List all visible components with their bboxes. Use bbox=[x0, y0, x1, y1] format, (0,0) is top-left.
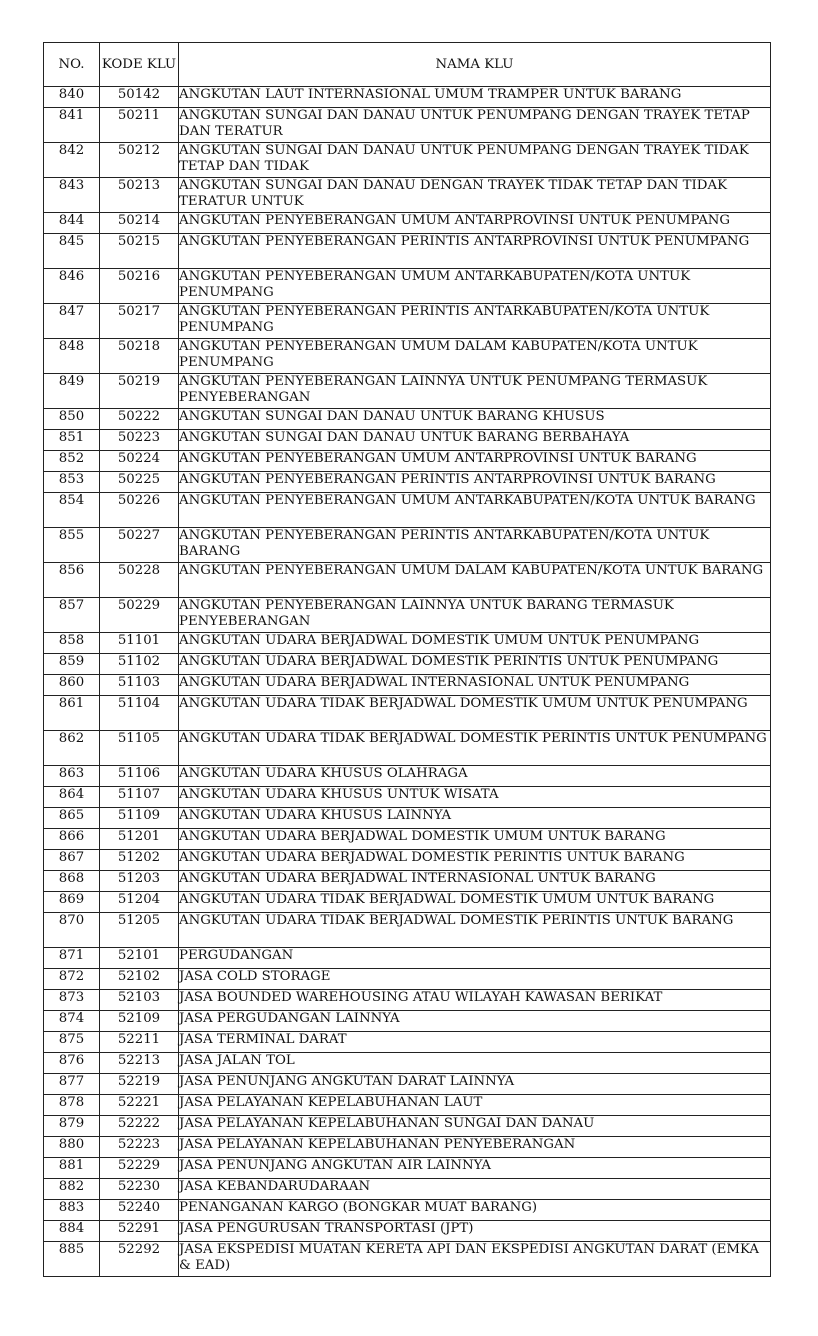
cell-nama: ANGKUTAN PENYEBERANGAN UMUM ANTARPROVINSI UNTUK PENUMPANG bbox=[179, 213, 771, 234]
cell-kode: 52219 bbox=[100, 1074, 179, 1095]
cell-nama: JASA PELAYANAN KEPELABUHANAN LAUT bbox=[179, 1095, 771, 1116]
cell-no: 874 bbox=[44, 1011, 100, 1032]
table-row bbox=[44, 213, 771, 234]
cell-nama: PERGUDANGAN bbox=[179, 948, 771, 969]
cell-nama: ANGKUTAN UDARA BERJADWAL INTERNASIONAL UNTUK PENUMPANG bbox=[179, 675, 771, 696]
table-row bbox=[44, 472, 771, 493]
cell-kode: 50228 bbox=[100, 563, 179, 598]
cell-nama: ANGKUTAN SUNGAI DAN DANAU UNTUK BARANG BERBAHAYA bbox=[179, 430, 771, 451]
table-row bbox=[44, 633, 771, 654]
cell-nama: PENANGANAN KARGO (BONGKAR MUAT BARANG) bbox=[179, 1200, 771, 1221]
cell-kode: 51101 bbox=[100, 633, 179, 654]
cell-no: 873 bbox=[44, 990, 100, 1011]
cell-no: 846 bbox=[44, 269, 100, 304]
cell-kode: 52240 bbox=[100, 1200, 179, 1221]
cell-no: 865 bbox=[44, 808, 100, 829]
cell-kode: 52213 bbox=[100, 1053, 179, 1074]
cell-nama: ANGKUTAN PENYEBERANGAN LAINNYA UNTUK BARANG TERMASUK PENYEBERANGAN bbox=[179, 598, 771, 633]
table-row bbox=[44, 1053, 771, 1074]
cell-kode: 50212 bbox=[100, 143, 179, 178]
cell-nama: ANGKUTAN SUNGAI DAN DANAU UNTUK BARANG KHUSUS bbox=[179, 409, 771, 430]
table-row bbox=[44, 1095, 771, 1116]
cell-kode: 52101 bbox=[100, 948, 179, 969]
cell-kode: 51106 bbox=[100, 766, 179, 787]
table-row bbox=[44, 1116, 771, 1137]
cell-no: 879 bbox=[44, 1116, 100, 1137]
cell-no: 870 bbox=[44, 913, 100, 948]
cell-no: 885 bbox=[44, 1242, 100, 1277]
cell-nama: ANGKUTAN PENYEBERANGAN UMUM DALAM KABUPATEN/KOTA UNTUK BARANG bbox=[179, 563, 771, 598]
cell-nama: ANGKUTAN PENYEBERANGAN PERINTIS ANTARPROVINSI UNTUK BARANG bbox=[179, 472, 771, 493]
cell-nama: ANGKUTAN PENYEBERANGAN PERINTIS ANTARKABUPATEN/KOTA UNTUK BARANG bbox=[179, 528, 771, 563]
table-row bbox=[44, 913, 771, 948]
cell-kode: 52211 bbox=[100, 1032, 179, 1053]
table-row bbox=[44, 696, 771, 731]
table-row bbox=[44, 409, 771, 430]
cell-nama: ANGKUTAN UDARA TIDAK BERJADWAL DOMESTIK UMUM UNTUK PENUMPANG bbox=[179, 696, 771, 731]
cell-kode: 50227 bbox=[100, 528, 179, 563]
cell-no: 884 bbox=[44, 1221, 100, 1242]
table-row bbox=[44, 108, 771, 143]
cell-kode: 50218 bbox=[100, 339, 179, 374]
table-row bbox=[44, 1137, 771, 1158]
cell-kode: 50217 bbox=[100, 304, 179, 339]
cell-kode: 50215 bbox=[100, 234, 179, 269]
table-row bbox=[44, 850, 771, 871]
cell-no: 857 bbox=[44, 598, 100, 633]
table-row bbox=[44, 969, 771, 990]
table-row bbox=[44, 269, 771, 304]
cell-nama: JASA TERMINAL DARAT bbox=[179, 1032, 771, 1053]
table-row bbox=[44, 1011, 771, 1032]
table-row bbox=[44, 1179, 771, 1200]
cell-kode: 51201 bbox=[100, 829, 179, 850]
cell-nama: ANGKUTAN SUNGAI DAN DANAU UNTUK PENUMPANG DENGAN TRAYEK TIDAK TETAP DAN TIDAK bbox=[179, 143, 771, 178]
cell-nama: JASA PENGURUSAN TRANSPORTASI (JPT) bbox=[179, 1221, 771, 1242]
cell-kode: 50211 bbox=[100, 108, 179, 143]
cell-nama: ANGKUTAN UDARA KHUSUS UNTUK WISATA bbox=[179, 787, 771, 808]
header-no: NO. bbox=[44, 43, 100, 87]
cell-no: 864 bbox=[44, 787, 100, 808]
cell-nama: ANGKUTAN UDARA TIDAK BERJADWAL DOMESTIK PERINTIS UNTUK BARANG bbox=[179, 913, 771, 948]
table-row bbox=[44, 654, 771, 675]
cell-kode: 51202 bbox=[100, 850, 179, 871]
table-row bbox=[44, 430, 771, 451]
cell-no: 875 bbox=[44, 1032, 100, 1053]
cell-nama: ANGKUTAN SUNGAI DAN DANAU UNTUK PENUMPANG DENGAN TRAYEK TETAP DAN TERATUR bbox=[179, 108, 771, 143]
cell-kode: 52222 bbox=[100, 1116, 179, 1137]
cell-kode: 52221 bbox=[100, 1095, 179, 1116]
cell-no: 859 bbox=[44, 654, 100, 675]
cell-nama: ANGKUTAN UDARA BERJADWAL DOMESTIK PERINTIS UNTUK PENUMPANG bbox=[179, 654, 771, 675]
header-kode: KODE KLU bbox=[100, 43, 179, 87]
cell-kode: 50225 bbox=[100, 472, 179, 493]
cell-kode: 51105 bbox=[100, 731, 179, 766]
table-row bbox=[44, 766, 771, 787]
cell-no: 850 bbox=[44, 409, 100, 430]
table-header bbox=[44, 43, 771, 87]
cell-nama: ANGKUTAN PENYEBERANGAN PERINTIS ANTARKABUPATEN/KOTA UNTUK PENUMPANG bbox=[179, 304, 771, 339]
cell-kode: 50219 bbox=[100, 374, 179, 409]
cell-no: 853 bbox=[44, 472, 100, 493]
cell-kode: 51102 bbox=[100, 654, 179, 675]
cell-no: 880 bbox=[44, 1137, 100, 1158]
cell-nama: JASA BOUNDED WAREHOUSING ATAU WILAYAH KAWASAN BERIKAT bbox=[179, 990, 771, 1011]
cell-no: 848 bbox=[44, 339, 100, 374]
table-row bbox=[44, 892, 771, 913]
table-row bbox=[44, 178, 771, 213]
cell-no: 851 bbox=[44, 430, 100, 451]
cell-kode: 50226 bbox=[100, 493, 179, 528]
cell-no: 883 bbox=[44, 1200, 100, 1221]
cell-no: 841 bbox=[44, 108, 100, 143]
cell-kode: 52102 bbox=[100, 969, 179, 990]
cell-no: 849 bbox=[44, 374, 100, 409]
cell-no: 861 bbox=[44, 696, 100, 731]
cell-kode: 51104 bbox=[100, 696, 179, 731]
cell-kode: 50142 bbox=[100, 87, 179, 108]
cell-no: 869 bbox=[44, 892, 100, 913]
cell-nama: JASA PELAYANAN KEPELABUHANAN PENYEBERANGAN bbox=[179, 1137, 771, 1158]
cell-kode: 51103 bbox=[100, 675, 179, 696]
cell-no: 856 bbox=[44, 563, 100, 598]
table-row bbox=[44, 1158, 771, 1179]
cell-kode: 52229 bbox=[100, 1158, 179, 1179]
cell-nama: ANGKUTAN UDARA KHUSUS LAINNYA bbox=[179, 808, 771, 829]
cell-kode: 50224 bbox=[100, 451, 179, 472]
cell-kode: 51109 bbox=[100, 808, 179, 829]
table-row bbox=[44, 339, 771, 374]
cell-kode: 50229 bbox=[100, 598, 179, 633]
cell-no: 863 bbox=[44, 766, 100, 787]
cell-nama: JASA PELAYANAN KEPELABUHANAN SUNGAI DAN DANAU bbox=[179, 1116, 771, 1137]
cell-kode: 50216 bbox=[100, 269, 179, 304]
table-row bbox=[44, 675, 771, 696]
cell-nama: ANGKUTAN PENYEBERANGAN LAINNYA UNTUK PENUMPANG TERMASUK PENYEBERANGAN bbox=[179, 374, 771, 409]
cell-nama: JASA KEBANDARUDARAAN bbox=[179, 1179, 771, 1200]
table-row bbox=[44, 451, 771, 472]
table-row bbox=[44, 87, 771, 108]
cell-kode: 51205 bbox=[100, 913, 179, 948]
table-row bbox=[44, 528, 771, 563]
cell-no: 877 bbox=[44, 1074, 100, 1095]
table-row bbox=[44, 808, 771, 829]
cell-no: 858 bbox=[44, 633, 100, 654]
cell-no: 843 bbox=[44, 178, 100, 213]
cell-no: 844 bbox=[44, 213, 100, 234]
cell-no: 882 bbox=[44, 1179, 100, 1200]
cell-nama: ANGKUTAN LAUT INTERNASIONAL UMUM TRAMPER UNTUK BARANG bbox=[179, 87, 771, 108]
cell-nama: ANGKUTAN PENYEBERANGAN UMUM ANTARKABUPATEN/KOTA UNTUK PENUMPANG bbox=[179, 269, 771, 304]
cell-no: 881 bbox=[44, 1158, 100, 1179]
table-row bbox=[44, 990, 771, 1011]
cell-kode: 52291 bbox=[100, 1221, 179, 1242]
header-nama: NAMA KLU bbox=[179, 43, 771, 87]
cell-no: 867 bbox=[44, 850, 100, 871]
table-row bbox=[44, 563, 771, 598]
cell-nama: ANGKUTAN UDARA TIDAK BERJADWAL DOMESTIK PERINTIS UNTUK PENUMPANG bbox=[179, 731, 771, 766]
cell-kode: 51107 bbox=[100, 787, 179, 808]
cell-nama: ANGKUTAN PENYEBERANGAN UMUM DALAM KABUPATEN/KOTA UNTUK PENUMPANG bbox=[179, 339, 771, 374]
cell-nama: JASA PERGUDANGAN LAINNYA bbox=[179, 1011, 771, 1032]
table-row bbox=[44, 1074, 771, 1095]
cell-nama: ANGKUTAN UDARA BERJADWAL DOMESTIK UMUM UNTUK BARANG bbox=[179, 829, 771, 850]
cell-kode: 50223 bbox=[100, 430, 179, 451]
table-row bbox=[44, 787, 771, 808]
cell-kode: 52103 bbox=[100, 990, 179, 1011]
cell-kode: 50222 bbox=[100, 409, 179, 430]
table-row bbox=[44, 1032, 771, 1053]
cell-kode: 51204 bbox=[100, 892, 179, 913]
cell-no: 847 bbox=[44, 304, 100, 339]
cell-no: 854 bbox=[44, 493, 100, 528]
cell-nama: ANGKUTAN UDARA BERJADWAL DOMESTIK PERINTIS UNTUK BARANG bbox=[179, 850, 771, 871]
cell-kode: 51203 bbox=[100, 871, 179, 892]
table-row bbox=[44, 1200, 771, 1221]
cell-no: 878 bbox=[44, 1095, 100, 1116]
cell-no: 855 bbox=[44, 528, 100, 563]
table-row bbox=[44, 1242, 771, 1277]
table-row bbox=[44, 871, 771, 892]
cell-nama: JASA JALAN TOL bbox=[179, 1053, 771, 1074]
table-row bbox=[44, 493, 771, 528]
cell-no: 876 bbox=[44, 1053, 100, 1074]
table-row bbox=[44, 948, 771, 969]
cell-nama: JASA PENUNJANG ANGKUTAN DARAT LAINNYA bbox=[179, 1074, 771, 1095]
table-row bbox=[44, 304, 771, 339]
cell-no: 852 bbox=[44, 451, 100, 472]
cell-nama: ANGKUTAN UDARA BERJADWAL INTERNASIONAL UNTUK BARANG bbox=[179, 871, 771, 892]
table-row bbox=[44, 829, 771, 850]
table-row bbox=[44, 234, 771, 269]
cell-nama: ANGKUTAN UDARA KHUSUS OLAHRAGA bbox=[179, 766, 771, 787]
cell-nama: ANGKUTAN UDARA TIDAK BERJADWAL DOMESTIK UMUM UNTUK BARANG bbox=[179, 892, 771, 913]
cell-nama: JASA PENUNJANG ANGKUTAN AIR LAINNYA bbox=[179, 1158, 771, 1179]
cell-kode: 52109 bbox=[100, 1011, 179, 1032]
cell-no: 862 bbox=[44, 731, 100, 766]
cell-no: 872 bbox=[44, 969, 100, 990]
cell-nama: JASA EKSPEDISI MUATAN KERETA API DAN EKSPEDISI ANGKUTAN DARAT (EMKA & EAD) bbox=[179, 1242, 771, 1277]
klu-table bbox=[43, 42, 771, 1277]
cell-kode: 50214 bbox=[100, 213, 179, 234]
cell-no: 842 bbox=[44, 143, 100, 178]
cell-no: 868 bbox=[44, 871, 100, 892]
table-body bbox=[44, 87, 771, 1277]
cell-kode: 50213 bbox=[100, 178, 179, 213]
table-row bbox=[44, 598, 771, 633]
cell-kode: 52230 bbox=[100, 1179, 179, 1200]
cell-nama: JASA COLD STORAGE bbox=[179, 969, 771, 990]
cell-nama: ANGKUTAN PENYEBERANGAN PERINTIS ANTARPROVINSI UNTUK PENUMPANG bbox=[179, 234, 771, 269]
cell-nama: ANGKUTAN UDARA BERJADWAL DOMESTIK UMUM UNTUK PENUMPANG bbox=[179, 633, 771, 654]
table-row bbox=[44, 1221, 771, 1242]
cell-no: 871 bbox=[44, 948, 100, 969]
cell-nama: ANGKUTAN SUNGAI DAN DANAU DENGAN TRAYEK TIDAK TETAP DAN TIDAK TERATUR UNTUK bbox=[179, 178, 771, 213]
cell-nama: ANGKUTAN PENYEBERANGAN UMUM ANTARKABUPATEN/KOTA UNTUK BARANG bbox=[179, 493, 771, 528]
cell-no: 840 bbox=[44, 87, 100, 108]
cell-kode: 52223 bbox=[100, 1137, 179, 1158]
cell-kode: 52292 bbox=[100, 1242, 179, 1277]
table-row bbox=[44, 143, 771, 178]
cell-nama: ANGKUTAN PENYEBERANGAN UMUM ANTARPROVINSI UNTUK BARANG bbox=[179, 451, 771, 472]
cell-no: 860 bbox=[44, 675, 100, 696]
cell-no: 866 bbox=[44, 829, 100, 850]
cell-no: 845 bbox=[44, 234, 100, 269]
table-row bbox=[44, 731, 771, 766]
table-row bbox=[44, 374, 771, 409]
